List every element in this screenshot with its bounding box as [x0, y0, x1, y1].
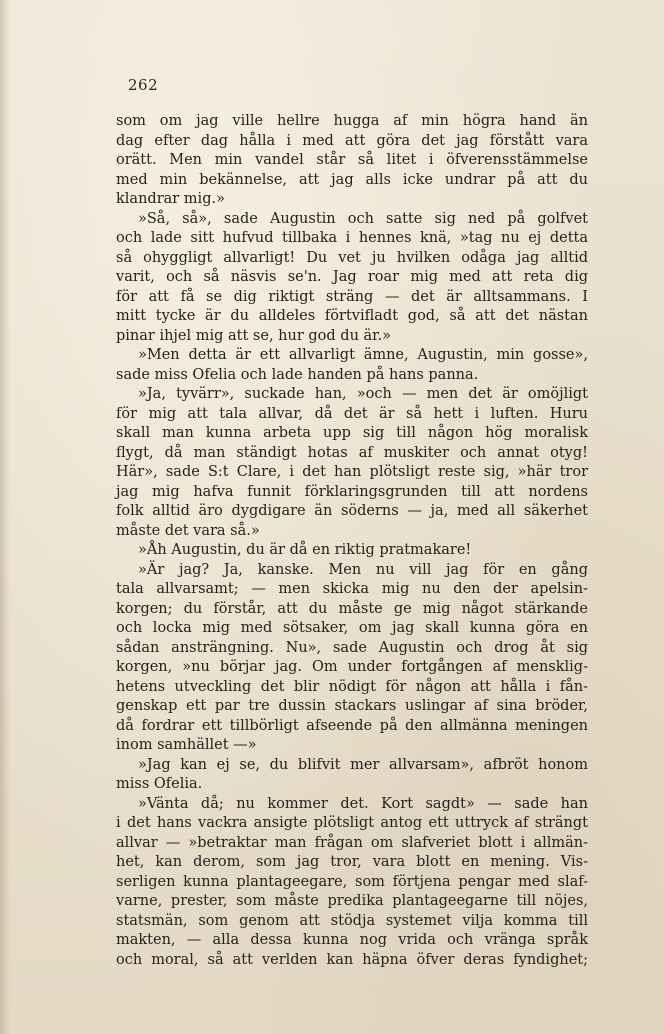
- text-line: »Åh Augustin, du är då en riktig pratmakare!: [138, 542, 472, 558]
- text-line: i det hans vackra ansigte plötsligt antog ett uttryck af strängt: [116, 815, 588, 831]
- text-line: skall man kunna arbeta upp sig till någon hög moralisk: [116, 425, 588, 441]
- text-line: jag mig hafva funnit förklaringsgrunden till att nordens: [116, 483, 588, 500]
- text-line: »Är jag? Ja, kanske. Men nu vill jag för en gång: [138, 561, 588, 578]
- text-line: hetens utveckling det blir nödigt för någon att hålla i fån-: [116, 678, 588, 695]
- text-line: pinar ihjel mig att se, hur god du är.»: [116, 327, 391, 344]
- text-line: varne, prester, som måste predika plantageegarne till nöjes,: [116, 893, 588, 909]
- text-line: tala allvarsamt; — men skicka mig nu den der apelsin-: [116, 581, 588, 597]
- text-line: och lade sitt hufvud tillbaka i hennes knä, »tag nu ej detta: [116, 230, 588, 246]
- text-line: serligen kunna plantageegare, som förtjena pengar med slaf-: [116, 873, 588, 890]
- text-line: inom samhället —»: [116, 737, 257, 753]
- text-line: sådan ansträngning. Nu», sade Augustin och drog åt sig: [116, 639, 588, 656]
- text-line: statsmän, som genom att stödja systemet vilja komma till: [116, 912, 588, 929]
- body-text: [116, 112, 588, 970]
- text-line: med min bekännelse, att jag alls icke undrar på att du: [116, 171, 588, 188]
- text-line: klandrar mig.»: [116, 191, 225, 207]
- text-line: het, kan derom, som jag tror, vara blott en mening. Vis-: [116, 854, 588, 870]
- text-line: så ohyggligt allvarligt! Du vet ju hvilken odåga jag alltid: [116, 249, 588, 266]
- text-line: för mig att tala allvar, då det är så hett i luften. Huru: [116, 405, 588, 422]
- text-line: mitt tycke är du alldeles förtvifladt god, så att det nästan: [116, 308, 588, 324]
- text-line: »Men detta är ett allvarligt ämne, Augustin, min gosse»,: [138, 347, 588, 363]
- text-line: makten, — alla dessa kunna nog vrida och vränga språk: [116, 932, 588, 948]
- text-line: varit, och så näsvis se'n. Jag roar mig med att reta dig: [116, 269, 588, 285]
- text-line: allvar — »betraktar man frågan om slafveriet blott i allmän-: [116, 834, 588, 851]
- page-number: 262: [128, 76, 159, 94]
- text-line: måste det vara så.»: [116, 522, 260, 539]
- text-line: flygt, då man ständigt hotas af muskiter och annat otyg!: [116, 444, 588, 461]
- text-line: dag efter dag hålla i med att göra det jag förstått vara: [116, 132, 588, 149]
- text-line: »Ja, tyvärr», suckade han, »och — men det är omöjligt: [138, 386, 588, 402]
- text-line: för att få se dig riktigt sträng — det är alltsammans. I: [116, 288, 588, 305]
- text-line: då fordrar ett tillbörligt afseende på den allmänna meningen: [116, 717, 588, 734]
- text-line: »Vänta då; nu kommer det. Kort sagdt» — sade han: [138, 795, 588, 812]
- text-line: korgen, »nu börjar jag. Om under fortgången af mensklig-: [116, 659, 588, 675]
- text-line: och locka mig med sötsaker, om jag skall kunna göra en: [116, 620, 588, 636]
- text-line: genskap ett par tre dussin stackars uslingar af sina bröder,: [116, 698, 588, 714]
- page-edge-shadow: [0, 0, 10, 1034]
- text-line: miss Ofelia.: [116, 776, 203, 792]
- text-line: korgen; du förstår, att du måste ge mig något stärkande: [116, 600, 588, 617]
- text-line: som om jag ville hellre hugga af min högra hand än: [116, 113, 588, 129]
- text-line: »Jag kan ej se, du blifvit mer allvarsam», afbröt honom: [138, 756, 588, 773]
- text-line: sade miss Ofelia och lade handen på hans panna.: [116, 366, 479, 383]
- text-line: och moral, så att verlden kan häpna öfver deras fyndighet;: [116, 951, 588, 968]
- text-line: folk alltid äro dygdigare än söderns — ja, med all säkerhet: [116, 503, 588, 519]
- text-line: Här», sade S:t Clare, i det han plötsligt reste sig, »här tror: [116, 464, 588, 480]
- text-line: »Så, så», sade Augustin och satte sig ned på golfvet: [138, 210, 588, 227]
- text-line: orätt. Men min vandel står så litet i öfverensstämmelse: [116, 152, 588, 168]
